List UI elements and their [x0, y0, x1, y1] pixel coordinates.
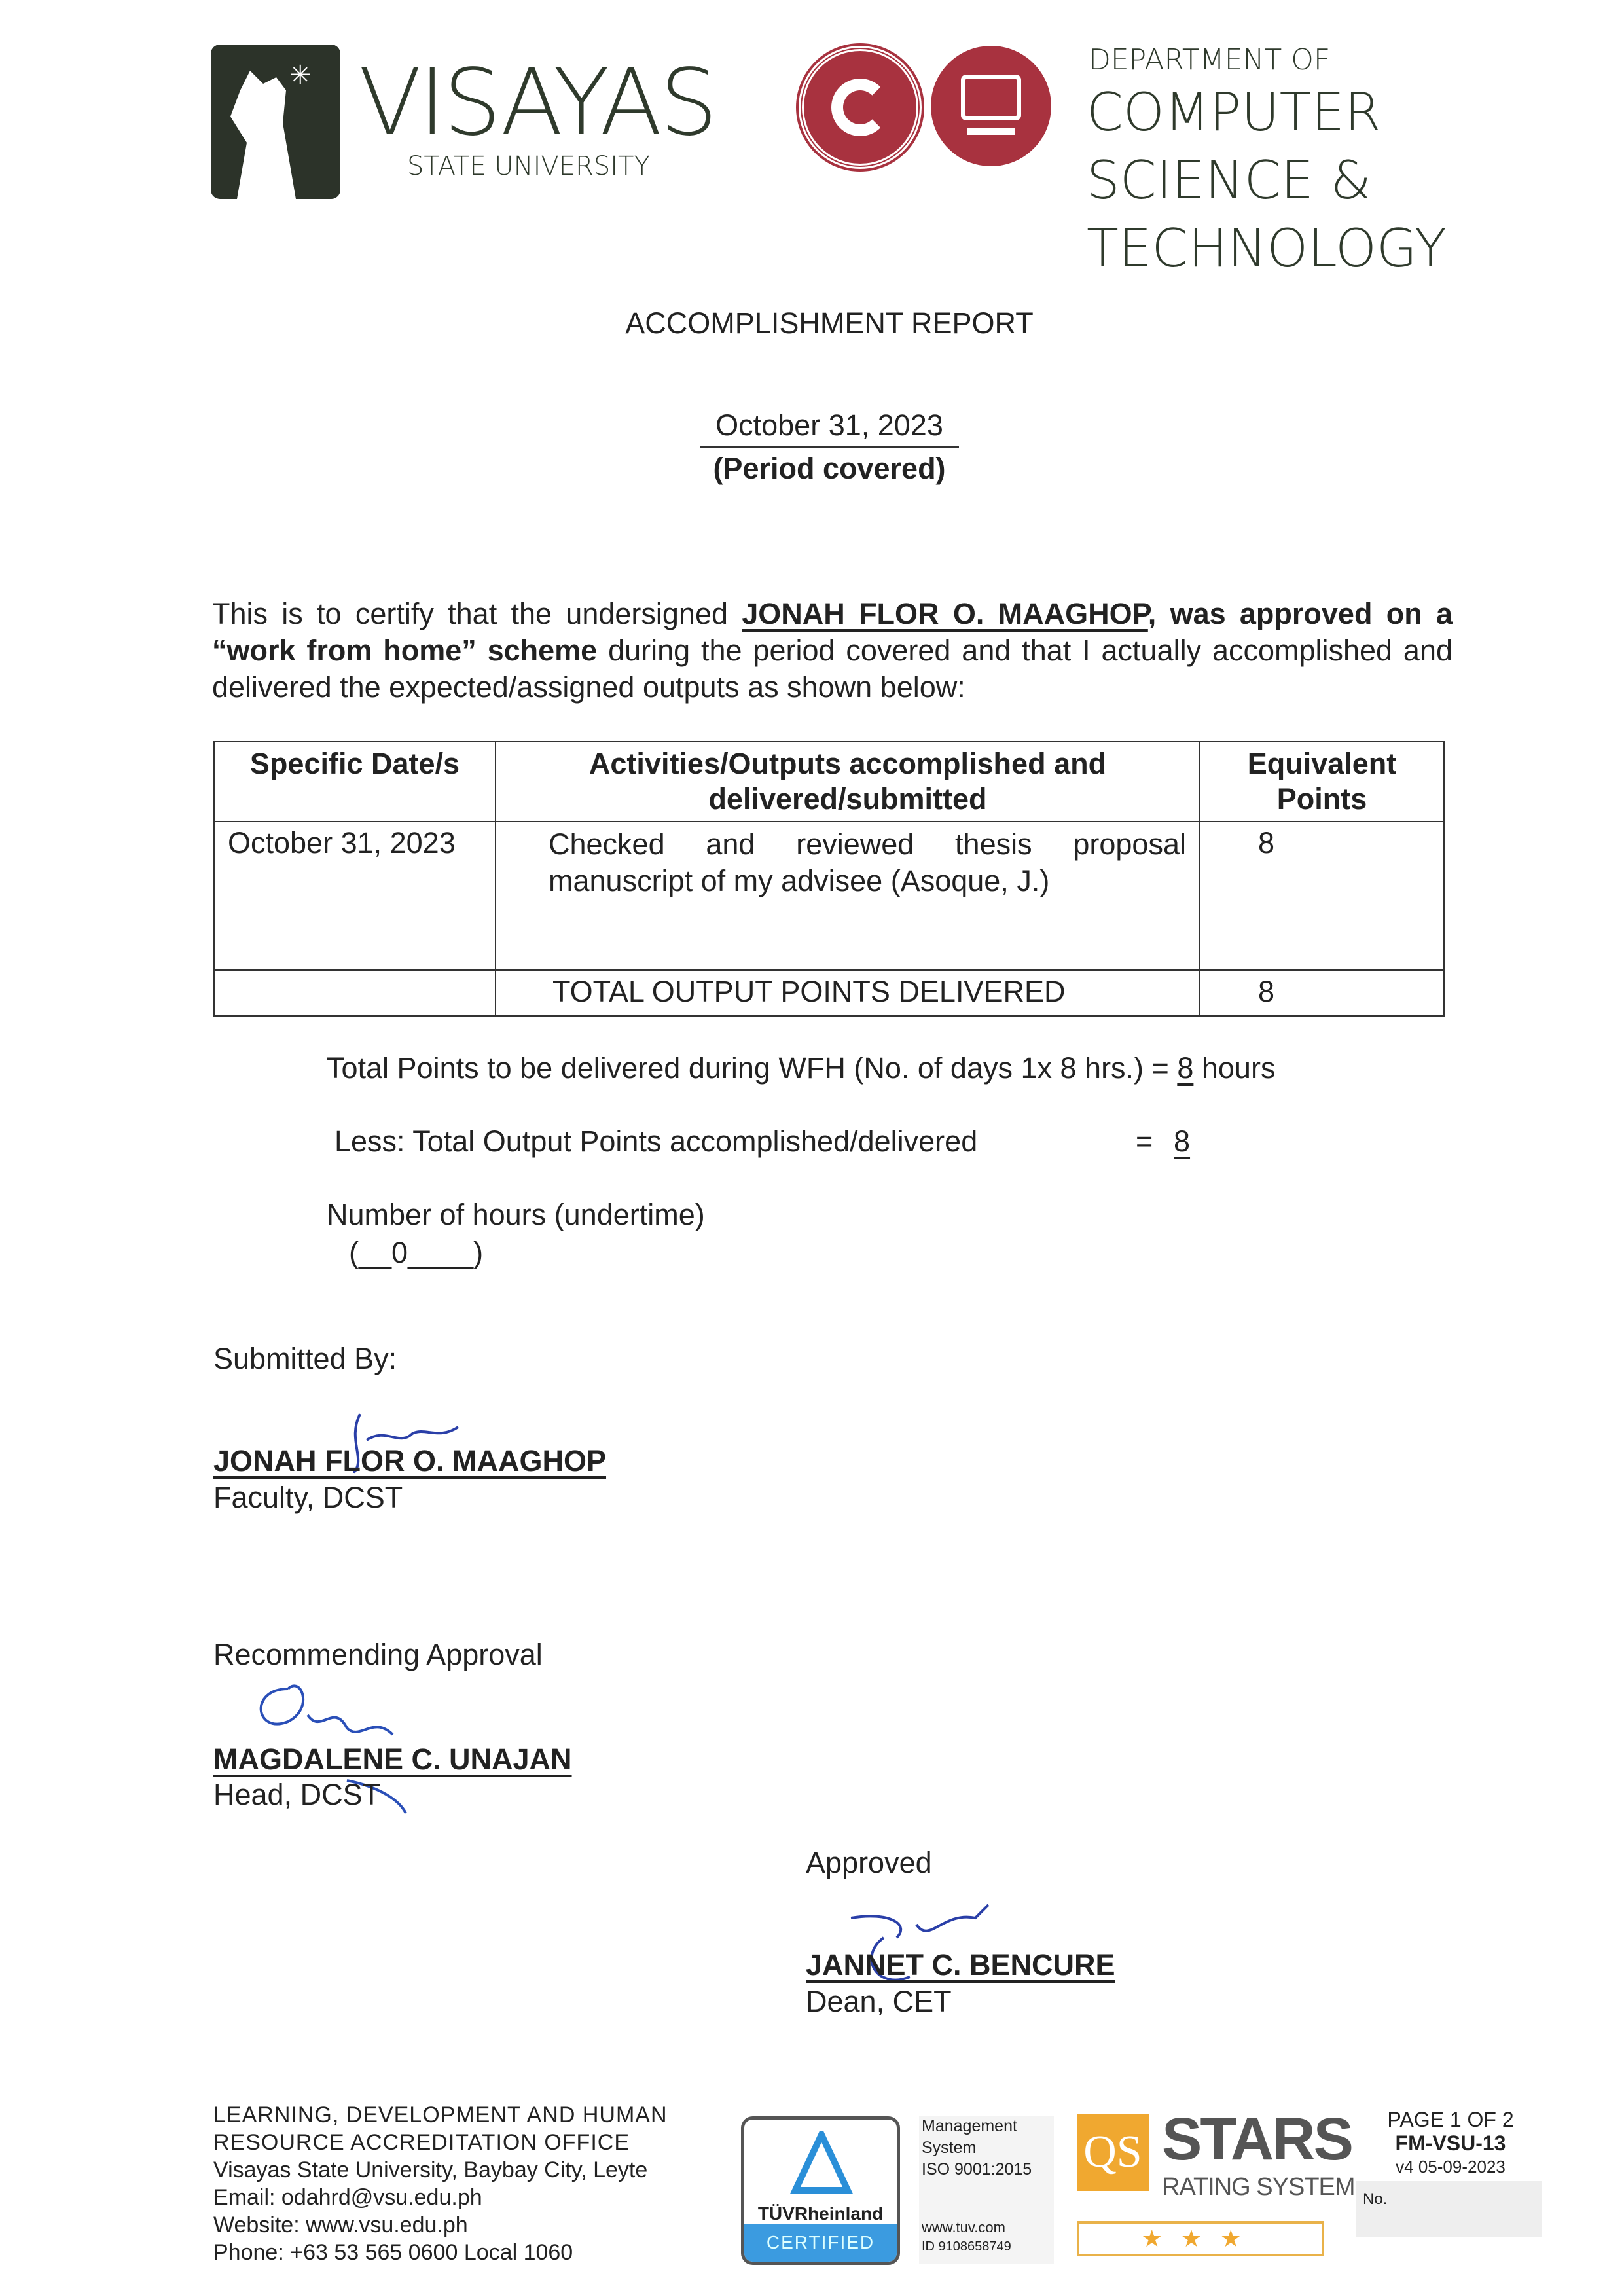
total-points-line [327, 1051, 1275, 1085]
approved-label: Approved [806, 1846, 932, 1879]
office-email: Email: odahrd@vsu.edu.ph [213, 2185, 482, 2210]
dept-name-2: SCIENCE & [1087, 150, 1371, 211]
table-row [214, 822, 1444, 970]
iso-info [919, 2116, 1054, 2264]
less-eq: = [1136, 1125, 1153, 1158]
less-label: Less: Total Output Points accomplished/delivered [334, 1125, 978, 1158]
qs-stars: STARS [1162, 2106, 1352, 2173]
tuv-certified: CERTIFIED [744, 2224, 897, 2262]
submitted-title: Faculty, DCST [213, 1481, 403, 1514]
recommending-title: Head, DCST [213, 1778, 381, 1811]
recommending-name: MAGDALENE C. UNAJAN [213, 1743, 572, 1776]
total-points: 8 [1200, 970, 1444, 1016]
form-version: v4 05-09-2023 [1396, 2157, 1506, 2177]
doc-number-label: No. [1363, 2190, 1388, 2208]
form-code: FM-VSU-13 [1395, 2131, 1506, 2155]
total-label: TOTAL OUTPUT POINTS DELIVERED [496, 970, 1200, 1016]
ms-line1: Management [922, 2117, 1017, 2135]
tuv-url: www.tuv.com [922, 2219, 1005, 2235]
recommending-label: Recommending Approval [213, 1638, 543, 1671]
star-icon: ★ [1220, 2225, 1260, 2252]
page-number: PAGE 1 OF 2 [1387, 2108, 1514, 2131]
dept-name-3: TECHNOLOGY [1087, 218, 1447, 279]
total-line-text: Total Points to be delivered during WFH (No. of days 1x 8 hrs.) = [327, 1051, 1178, 1085]
submitted-label: Submitted By: [213, 1342, 397, 1375]
total-unit: hours [1193, 1051, 1276, 1085]
svg-text:✳: ✳ [289, 61, 312, 90]
total-value: 8 [1177, 1051, 1194, 1085]
header-activities: Activities/Outputs accomplished and delivered/submitted [496, 742, 1200, 822]
office-address: Visayas State University, Baybay City, Leyte [213, 2158, 648, 2182]
submitted-name: JONAH FLOR O. MAAGHOP [213, 1444, 607, 1477]
dcst-logo [931, 46, 1051, 166]
tuv-id: ID 9108658749 [922, 2239, 1011, 2254]
cet-logo [799, 46, 922, 169]
period-label: (Period covered) [713, 452, 946, 485]
empty-cell [214, 970, 496, 1016]
doc-number-box [1356, 2181, 1542, 2237]
dept-of: DEPARTMENT OF [1089, 43, 1331, 77]
office-website: Website: www.vsu.edu.ph [213, 2213, 468, 2237]
undertime-label: Number of hours (undertime) [327, 1198, 705, 1231]
row-points: 8 [1200, 822, 1444, 970]
less-value: 8 [1174, 1125, 1191, 1158]
ms-line2: System [922, 2139, 977, 2157]
approved-name: JANNET C. BENCURE [806, 1948, 1115, 1981]
report-title: ACCOMPLISHMENT REPORT [625, 306, 1034, 340]
row-activity: Checked and reviewed thesis proposal manuscript of my advisee (Asoque, J.) [496, 822, 1200, 970]
university-name: VISAYAS [359, 50, 715, 156]
office-name-1: LEARNING, DEVELOPMENT AND HUMAN [213, 2103, 668, 2127]
office-info [213, 2101, 668, 2266]
row-date: October 31, 2023 [214, 822, 496, 970]
tuv-name: TÜVRheinland [757, 2203, 884, 2224]
tuv-triangle-icon [789, 2131, 854, 2197]
office-name-2: RESOURCE ACCREDITATION OFFICE [213, 2130, 630, 2155]
qs-logo: QS [1077, 2114, 1149, 2191]
header-points: Equivalent Points [1200, 742, 1444, 822]
certification-paragraph [212, 596, 1453, 706]
certify-text-end: during the period covered and that I actually accomplished and delivered the expected/assigned outputs as shown below: [212, 634, 1453, 704]
wfh-scheme: , was approved on a “work from home” scheme [212, 597, 1453, 667]
page-info [1362, 2108, 1540, 2178]
qs-rating-system: RATING SYSTEM [1162, 2173, 1355, 2201]
iso-standard: ISO 9001:2015 [922, 2160, 1032, 2178]
accomplishment-table [213, 741, 1445, 1017]
dept-name-1: COMPUTER [1087, 82, 1381, 143]
vsu-logo [211, 45, 340, 199]
star-icon: ★ [1141, 2225, 1181, 2252]
tuv-badge [741, 2116, 900, 2265]
undertime-value: (__0____) [349, 1236, 484, 1269]
total-row [214, 970, 1444, 1016]
header-date: Specific Date/s [214, 742, 496, 822]
period-date: October 31, 2023 [700, 408, 959, 448]
star-icon: ★ [1180, 2225, 1221, 2252]
employee-name: JONAH FLOR O. MAAGHOP [742, 597, 1148, 630]
office-phone: Phone: +63 53 565 0600 Local 1060 [213, 2240, 573, 2265]
approved-title: Dean, CET [806, 1985, 952, 2018]
university-subtitle: STATE UNIVERSITY [407, 151, 650, 181]
qs-star-rating [1077, 2221, 1324, 2256]
certify-text: This is to certify that the undersigned [212, 597, 742, 630]
